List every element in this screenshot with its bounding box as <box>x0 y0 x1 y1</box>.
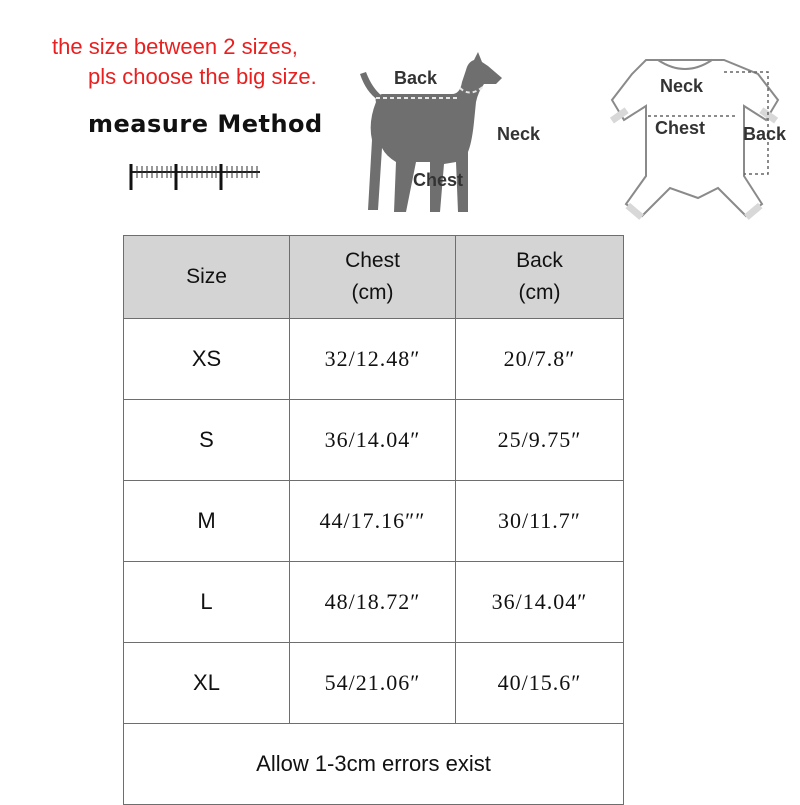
header-chest-unit: (cm) <box>351 281 394 304</box>
table-row <box>124 319 624 400</box>
header-back-unit: (cm) <box>518 281 561 304</box>
table-header-row <box>124 236 624 319</box>
garment-back-label: Back <box>743 124 787 144</box>
header-back <box>456 236 624 319</box>
measure-method-title: measure Method <box>88 110 323 138</box>
chest-cell: 36/14.04″ <box>290 400 456 481</box>
header-size-label: Size <box>186 265 227 288</box>
chest-cell: 54/21.06″ <box>290 643 456 724</box>
dog-back-label: Back <box>394 68 438 88</box>
table-row <box>124 481 624 562</box>
table-row <box>124 562 624 643</box>
size-note-line-1: the size between 2 sizes, <box>52 34 298 59</box>
dog-chest-label: Chest <box>413 170 464 190</box>
dog-neck-label: Neck <box>497 124 541 144</box>
size-cell: XL <box>124 643 290 724</box>
garment-chest-label: Chest <box>655 118 706 138</box>
header-chest-label: Chest <box>345 249 400 272</box>
ruler-icon <box>126 158 266 192</box>
size-cell: XS <box>124 319 290 400</box>
back-cell: 30/11.7″ <box>456 481 624 562</box>
header-back-label: Back <box>516 249 563 272</box>
back-cell: 25/9.75″ <box>456 400 624 481</box>
header-chest <box>290 236 456 319</box>
header-size <box>124 236 290 319</box>
garment-neck-label: Neck <box>660 76 704 96</box>
error-tolerance-note: Allow 1-3cm errors exist <box>124 724 624 805</box>
chest-cell: 48/18.72″ <box>290 562 456 643</box>
chest-cell: 32/12.48″ <box>290 319 456 400</box>
size-chart-table <box>123 235 624 805</box>
size-cell: S <box>124 400 290 481</box>
back-cell: 20/7.8″ <box>456 319 624 400</box>
size-cell: M <box>124 481 290 562</box>
table-footer-row <box>124 724 624 805</box>
back-cell: 36/14.04″ <box>456 562 624 643</box>
size-cell: L <box>124 562 290 643</box>
back-cell: 40/15.6″ <box>456 643 624 724</box>
table-row <box>124 400 624 481</box>
chest-cell: 44/17.16″″ <box>290 481 456 562</box>
table-row <box>124 643 624 724</box>
size-note-line-2: pls choose the big size. <box>88 64 317 89</box>
